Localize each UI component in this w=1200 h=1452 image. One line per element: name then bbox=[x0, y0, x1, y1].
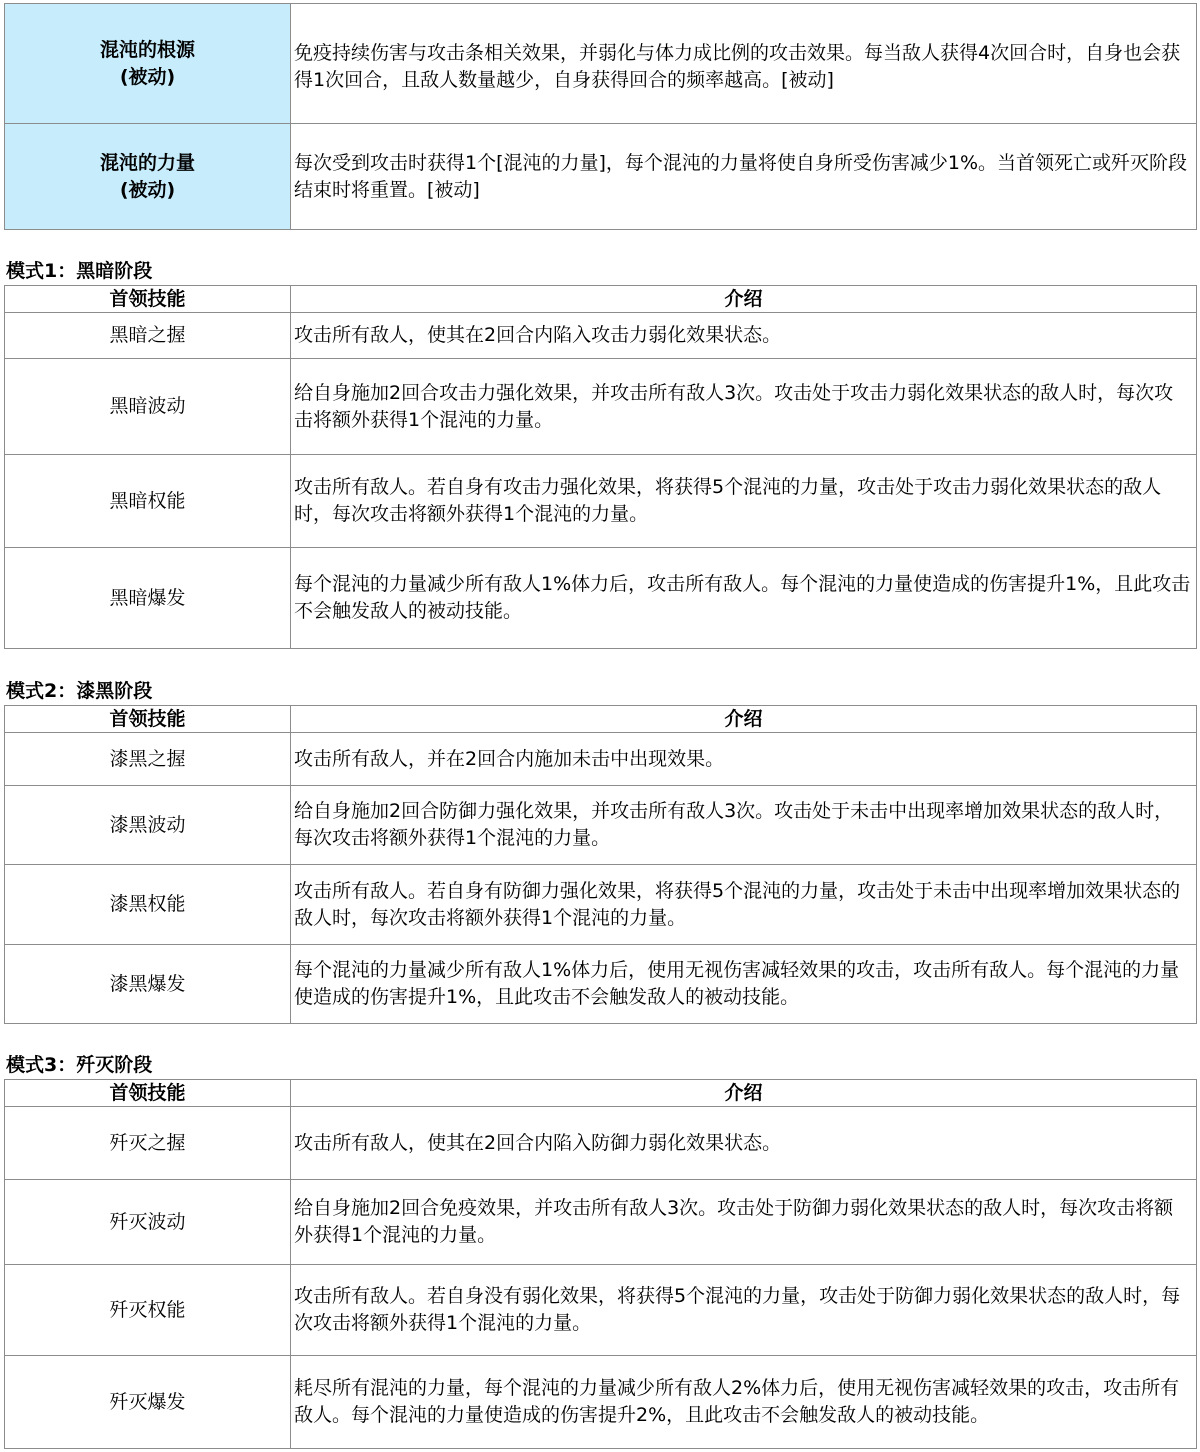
skill-name: 黑暗爆发 bbox=[5, 548, 291, 649]
table-row bbox=[5, 733, 1197, 786]
skill-desc: 给自身施加2回合免疫效果，并攻击所有敌人3次。攻击处于防御力弱化效果状态的敌人时，每次攻击将额外获得1个混沌的力量。 bbox=[291, 1180, 1197, 1265]
skill-desc: 给自身施加2回合防御力强化效果，并攻击所有敌人3次。攻击处于未击中出现率增加效果状态的敌人时，每次攻击将额外获得1个混沌的力量。 bbox=[291, 786, 1197, 865]
table-row bbox=[5, 1180, 1197, 1265]
skill-desc: 给自身施加2回合攻击力强化效果，并攻击所有敌人3次。攻击处于攻击力弱化效果状态的敌人时，每次攻击将额外获得1个混沌的力量。 bbox=[291, 359, 1197, 455]
skill-desc: 攻击所有敌人。若自身有攻击力强化效果，将获得5个混沌的力量，攻击处于攻击力弱化效果状态的敌人时，每次攻击将额外获得1个混沌的力量。 bbox=[291, 455, 1197, 548]
table-row bbox=[5, 786, 1197, 865]
passive-name: 混沌的根源 bbox=[99, 38, 195, 61]
table-row bbox=[5, 1107, 1197, 1180]
table-header-row bbox=[5, 706, 1197, 733]
table-row bbox=[5, 1356, 1197, 1449]
skill-name: 歼灭之握 bbox=[5, 1107, 291, 1180]
passive-tag: (被动) bbox=[119, 65, 176, 88]
table-row bbox=[5, 1265, 1197, 1356]
skill-name: 歼灭爆发 bbox=[5, 1356, 291, 1449]
skill-desc: 攻击所有敌人。若自身没有弱化效果，将获得5个混沌的力量，攻击处于防御力弱化效果状态的敌人时，每次攻击将额外获得1个混沌的力量。 bbox=[291, 1265, 1197, 1356]
skill-desc: 攻击所有敌人。若自身有防御力强化效果，将获得5个混沌的力量，攻击处于未击中出现率增加效果状态的敌人时，每次攻击将额外获得1个混沌的力量。 bbox=[291, 865, 1197, 945]
skill-name: 漆黑爆发 bbox=[5, 945, 291, 1024]
passive-name-cell bbox=[5, 4, 291, 124]
skill-header: 首领技能 bbox=[5, 1080, 291, 1107]
table-row bbox=[5, 455, 1197, 548]
intro-header: 介绍 bbox=[291, 706, 1197, 733]
table-header-row bbox=[5, 286, 1197, 313]
skill-header: 首领技能 bbox=[5, 706, 291, 733]
intro-header: 介绍 bbox=[291, 286, 1197, 313]
skill-name: 漆黑波动 bbox=[5, 786, 291, 865]
passive-name-cell bbox=[5, 124, 291, 230]
skill-name: 黑暗波动 bbox=[5, 359, 291, 455]
skill-name: 黑暗权能 bbox=[5, 455, 291, 548]
mode-title: 模式1：黑暗阶段 bbox=[6, 260, 153, 282]
mode-title: 模式3：歼灭阶段 bbox=[6, 1054, 153, 1076]
passive-row bbox=[5, 124, 1197, 230]
table-row bbox=[5, 945, 1197, 1024]
passive-desc: 每次受到攻击时获得1个[混沌的力量]，每个混沌的力量将使自身所受伤害减少1%。当首领死亡或歼灭阶段结束时将重置。[被动] bbox=[291, 124, 1197, 230]
table-row bbox=[5, 865, 1197, 945]
intro-header: 介绍 bbox=[291, 1080, 1197, 1107]
skill-name: 漆黑之握 bbox=[5, 733, 291, 786]
skill-desc: 攻击所有敌人，并在2回合内施加未击中出现效果。 bbox=[291, 733, 1197, 786]
mode-2-skills-table bbox=[4, 705, 1197, 1024]
skill-name: 歼灭权能 bbox=[5, 1265, 291, 1356]
passive-skills-table bbox=[4, 3, 1197, 230]
mode-3-skills-table bbox=[4, 1079, 1197, 1449]
table-row bbox=[5, 548, 1197, 649]
passive-name: 混沌的力量 bbox=[99, 151, 195, 174]
skill-desc: 攻击所有敌人，使其在2回合内陷入攻击力弱化效果状态。 bbox=[291, 313, 1197, 359]
skill-name: 黑暗之握 bbox=[5, 313, 291, 359]
skill-desc: 攻击所有敌人，使其在2回合内陷入防御力弱化效果状态。 bbox=[291, 1107, 1197, 1180]
skill-desc: 每个混沌的力量减少所有敌人1%体力后，使用无视伤害减轻效果的攻击，攻击所有敌人。每个混沌的力量使造成的伤害提升1%，且此攻击不会触发敌人的被动技能。 bbox=[291, 945, 1197, 1024]
mode-title: 模式2：漆黑阶段 bbox=[6, 680, 153, 702]
table-header-row bbox=[5, 1080, 1197, 1107]
table-row bbox=[5, 359, 1197, 455]
passive-desc: 免疫持续伤害与攻击条相关效果，并弱化与体力成比例的攻击效果。每当敌人获得4次回合时，自身也会获得1次回合，且敌人数量越少，自身获得回合的频率越高。[被动] bbox=[291, 4, 1197, 124]
skill-name: 歼灭波动 bbox=[5, 1180, 291, 1265]
skill-name: 漆黑权能 bbox=[5, 865, 291, 945]
skill-header: 首领技能 bbox=[5, 286, 291, 313]
table-row bbox=[5, 313, 1197, 359]
passive-row bbox=[5, 4, 1197, 124]
skill-desc: 每个混沌的力量减少所有敌人1%体力后，攻击所有敌人。每个混沌的力量使造成的伤害提升1%，且此攻击不会触发敌人的被动技能。 bbox=[291, 548, 1197, 649]
skill-desc: 耗尽所有混沌的力量，每个混沌的力量减少所有敌人2%体力后，使用无视伤害减轻效果的攻击，攻击所有敌人。每个混沌的力量使造成的伤害提升2%，且此攻击不会触发敌人的被动技能。 bbox=[291, 1356, 1197, 1449]
passive-tag: (被动) bbox=[119, 178, 176, 201]
mode-1-skills-table bbox=[4, 285, 1197, 649]
